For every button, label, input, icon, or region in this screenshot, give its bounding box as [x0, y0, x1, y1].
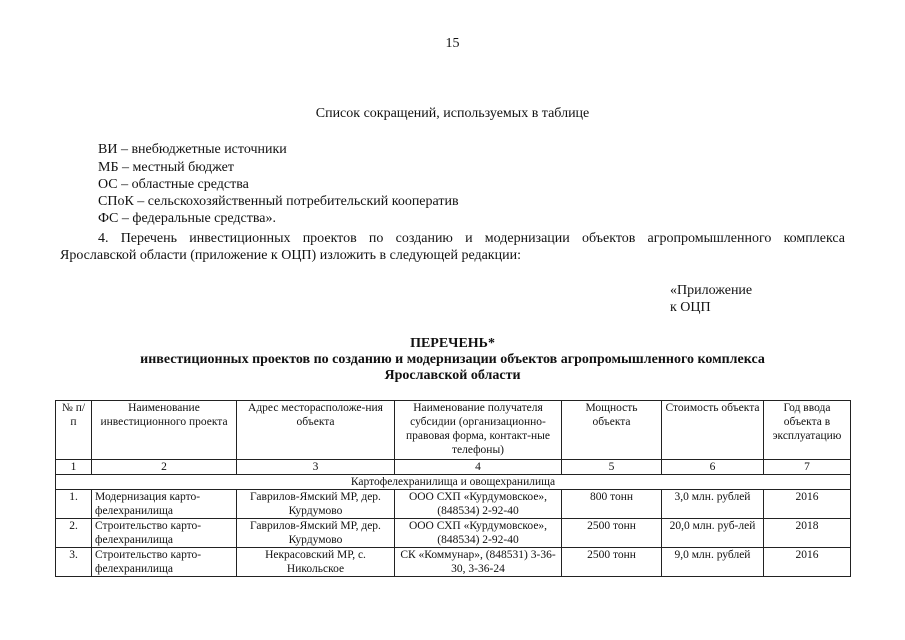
column-header: Адрес месторасположе-ния объекта [237, 401, 395, 460]
annex-line: к ОЦП [670, 300, 711, 315]
cell-project-name: Строительство карто-фелехранилища [92, 519, 237, 548]
page-number: 15 [445, 36, 460, 51]
annex-reference [670, 282, 752, 316]
table-header-row [56, 401, 851, 460]
column-header: Стоимость объекта [662, 401, 764, 460]
abbreviation-item: ВИ – внебюджетные источники [98, 142, 287, 157]
projects-table [55, 400, 851, 577]
abbreviation-item: ФС – федеральные средства». [98, 211, 276, 226]
column-number-row [56, 460, 851, 475]
table-row [56, 519, 851, 548]
cell-project-name: Строительство карто-фелехранилища [92, 548, 237, 577]
list-heading-subtitle: инвестиционных проектов по созданию и модернизации объектов агропромышленного комплекса [140, 352, 765, 367]
table-row [56, 490, 851, 519]
cell-recipient: ООО СХП «Курдумовское», (848534) 2-92-40 [395, 519, 562, 548]
cell-year: 2016 [764, 490, 851, 519]
paragraph-line: Ярославской области (приложение к ОЦП) изложить в следующей редакции: [60, 248, 521, 263]
cell-cost: 3,0 млн. рублей [662, 490, 764, 519]
cell-cost: 20,0 млн. руб-лей [662, 519, 764, 548]
cell-recipient: ООО СХП «Курдумовское», (848534) 2-92-40 [395, 490, 562, 519]
column-header: Мощность объекта [562, 401, 662, 460]
cell-address: Некрасовский МР, с. Никольское [237, 548, 395, 577]
column-number: 6 [662, 460, 764, 475]
column-header: № п/п [56, 401, 92, 460]
cell-year: 2018 [764, 519, 851, 548]
abbreviation-item: МБ – местный бюджет [98, 160, 234, 175]
amendment-paragraph [60, 230, 845, 264]
list-heading-subtitle: Ярославской области [384, 368, 521, 383]
cell-num: 3. [56, 548, 92, 577]
column-number: 3 [237, 460, 395, 475]
cell-num: 1. [56, 490, 92, 519]
cell-address: Гаврилов-Ямский МР, дер. Курдумово [237, 490, 395, 519]
cell-capacity: 800 тонн [562, 490, 662, 519]
cell-address: Гаврилов-Ямский МР, дер. Курдумово [237, 519, 395, 548]
section-label: Картофелехранилища и овощехранилища [56, 475, 851, 490]
cell-cost: 9,0 млн. рублей [662, 548, 764, 577]
cell-recipient: СК «Коммунар», (848531) 3-36-30, 3-36-24 [395, 548, 562, 577]
cell-capacity: 2500 тонн [562, 548, 662, 577]
abbreviation-item: СПоК – сельскохозяйственный потребительский кооператив [98, 194, 459, 209]
cell-capacity: 2500 тонн [562, 519, 662, 548]
column-header: Наименование инвестиционного проекта [92, 401, 237, 460]
abbreviations-title: Список сокращений, используемых в таблице [315, 106, 590, 121]
column-number: 1 [56, 460, 92, 475]
column-number: 2 [92, 460, 237, 475]
list-heading-title: ПЕРЕЧЕНЬ* [410, 336, 495, 351]
column-number: 7 [764, 460, 851, 475]
column-header: Год ввода объекта в эксплуатацию [764, 401, 851, 460]
table-row [56, 548, 851, 577]
annex-line: «Приложение [670, 283, 753, 298]
abbreviation-item: ОС – областные средства [98, 177, 249, 192]
cell-year: 2016 [764, 548, 851, 577]
column-header: Наименование получателя субсидии (организационно-правовая форма, контакт-ные телефоны) [395, 401, 562, 460]
cell-project-name: Модернизация карто-фелехранилища [92, 490, 237, 519]
paragraph-line: 4. Перечень инвестиционных проектов по созданию и модернизации объектов агропромышленного комплекса [98, 231, 845, 246]
table-section-row [56, 475, 851, 490]
column-number: 5 [562, 460, 662, 475]
cell-num: 2. [56, 519, 92, 548]
column-number: 4 [395, 460, 562, 475]
